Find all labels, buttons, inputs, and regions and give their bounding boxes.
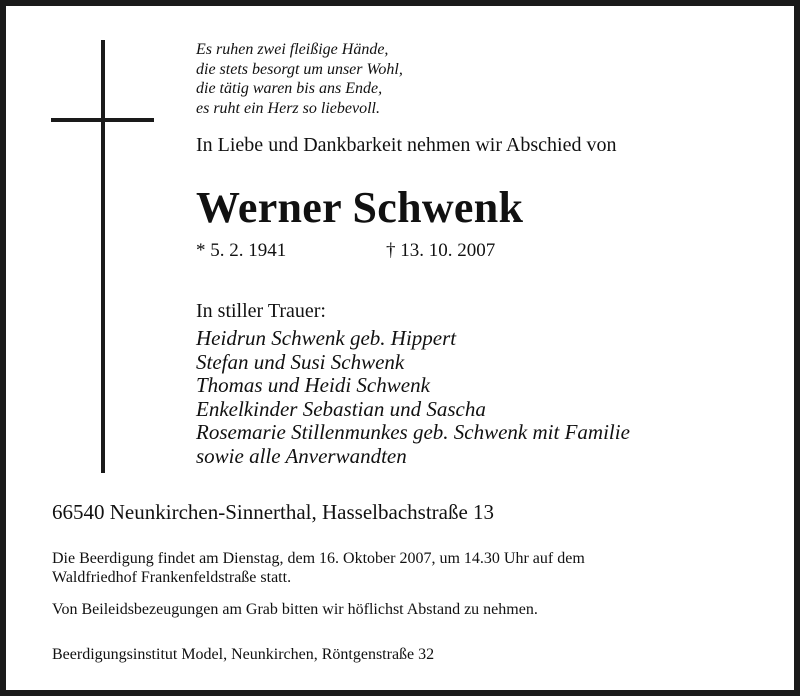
funeral-line: Waldfriedhof Frankenfeldstraße statt. — [52, 569, 292, 586]
cross-vertical-bar — [101, 40, 105, 473]
funeral-info — [52, 549, 585, 587]
death-date: † 13. 10. 2007 — [386, 240, 496, 261]
mourner-name: Stefan und Susi Schwenk — [196, 349, 405, 374]
mourners-list — [196, 327, 630, 468]
mourner-name: Thomas und Heidi Schwenk — [196, 373, 430, 397]
cross-horizontal-bar — [51, 118, 154, 122]
mourner-name: Enkelkinder Sebastian und Sascha — [196, 396, 486, 421]
intro-text: In Liebe und Dankbarkeit nehmen wir Abschied von — [196, 134, 617, 156]
mourner-name: Rosemarie Stillenmunkes geb. Schwenk mit Familie — [196, 420, 630, 444]
family-address: 66540 Neunkirchen-Sinnerthal, Hasselbachstraße 13 — [52, 500, 495, 524]
poem-line: Es ruhen zwei fleißige Hände, — [196, 41, 389, 58]
birth-date: * 5. 2. 1941 — [196, 240, 287, 261]
poem-line: die stets besorgt um unser Wohl, — [196, 60, 403, 78]
poem-line: die tätig waren bis ans Ende, — [196, 80, 383, 97]
poem-line: es ruht ein Herz so liebevoll. — [196, 99, 380, 117]
mourning-heading: In stiller Trauer: — [196, 300, 326, 322]
deceased-name: Werner Schwenk — [196, 183, 524, 232]
condolence-note: Von Beileidsbezeugungen am Grab bitten wir höflichst Abstand zu nehmen. — [52, 601, 538, 618]
mourner-name: Heidrun Schwenk geb. Hippert — [196, 326, 457, 350]
undertaker-info: Beerdigungsinstitut Model, Neunkirchen, Röntgenstraße 32 — [52, 646, 435, 663]
memorial-poem — [196, 40, 403, 118]
mourner-name: sowie alle Anverwandten — [196, 443, 407, 468]
funeral-line: Die Beerdigung findet am Dienstag, dem 16. Oktober 2007, um 14.30 Uhr auf dem — [52, 550, 585, 567]
